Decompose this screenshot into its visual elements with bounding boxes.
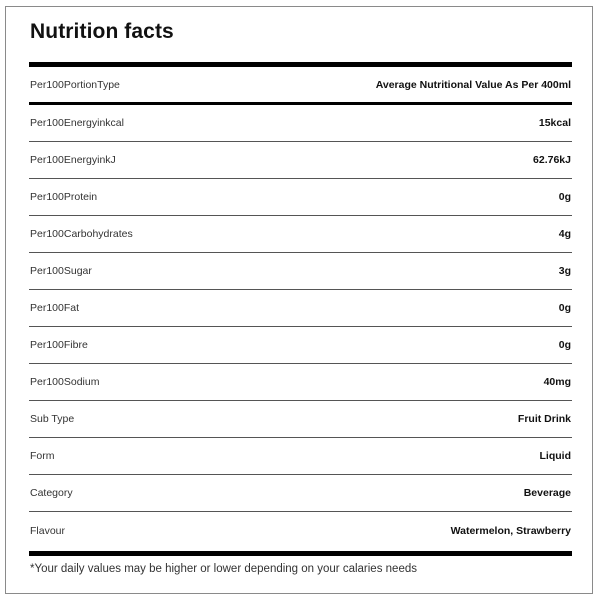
row-carbohydrates	[29, 216, 572, 253]
row-value: Watermelon, Strawberry	[450, 524, 571, 537]
row-label: Per100Protein	[30, 191, 98, 203]
row-label: Sub Type	[30, 413, 75, 425]
row-form	[29, 438, 572, 475]
row-label: Per100PortionType	[30, 78, 120, 91]
nutrition-facts-panel	[5, 6, 593, 594]
row-value: Liquid	[539, 450, 571, 462]
row-value: Beverage	[523, 487, 571, 499]
row-value: 0g	[558, 191, 571, 203]
bottom-divider	[29, 551, 572, 556]
row-sugar	[29, 253, 572, 290]
row-label: Per100EnergyinkJ	[30, 154, 116, 166]
row-sodium	[29, 364, 572, 401]
row-value: 62.76kJ	[533, 154, 571, 166]
row-value: 3g	[558, 265, 571, 277]
row-fat	[29, 290, 572, 327]
row-value: 0g	[558, 302, 571, 314]
row-value: 40mg	[543, 376, 571, 388]
row-label: Per100Energyinkcal	[30, 117, 124, 129]
row-label: Per100Fibre	[30, 339, 88, 351]
nutrition-facts-title: Nutrition facts	[30, 20, 174, 43]
row-label: Per100Carbohydrates	[30, 228, 133, 240]
row-label: Per100Sugar	[30, 265, 92, 277]
row-value: 15kcal	[538, 117, 571, 129]
row-energy-kj	[29, 142, 572, 179]
row-value: 0g	[558, 339, 571, 351]
row-flavour	[29, 512, 572, 549]
row-label: Flavour	[30, 524, 66, 537]
row-fibre	[29, 327, 572, 364]
row-label: Category	[30, 487, 73, 499]
row-portion-type	[29, 67, 572, 105]
row-value: Fruit Drink	[517, 413, 571, 425]
row-value: Average Nutritional Value As Per 400ml	[375, 78, 571, 91]
row-label: Form	[30, 450, 55, 462]
row-value: 4g	[558, 228, 571, 240]
row-energy-kcal	[29, 105, 572, 142]
row-category	[29, 475, 572, 512]
row-sub-type	[29, 401, 572, 438]
nutrition-table	[29, 67, 572, 549]
row-protein	[29, 179, 572, 216]
row-label: Per100Sodium	[30, 376, 100, 388]
footnote: *Your daily values may be higher or lower depending on your calaries needs	[30, 563, 417, 575]
row-label: Per100Fat	[30, 302, 80, 314]
